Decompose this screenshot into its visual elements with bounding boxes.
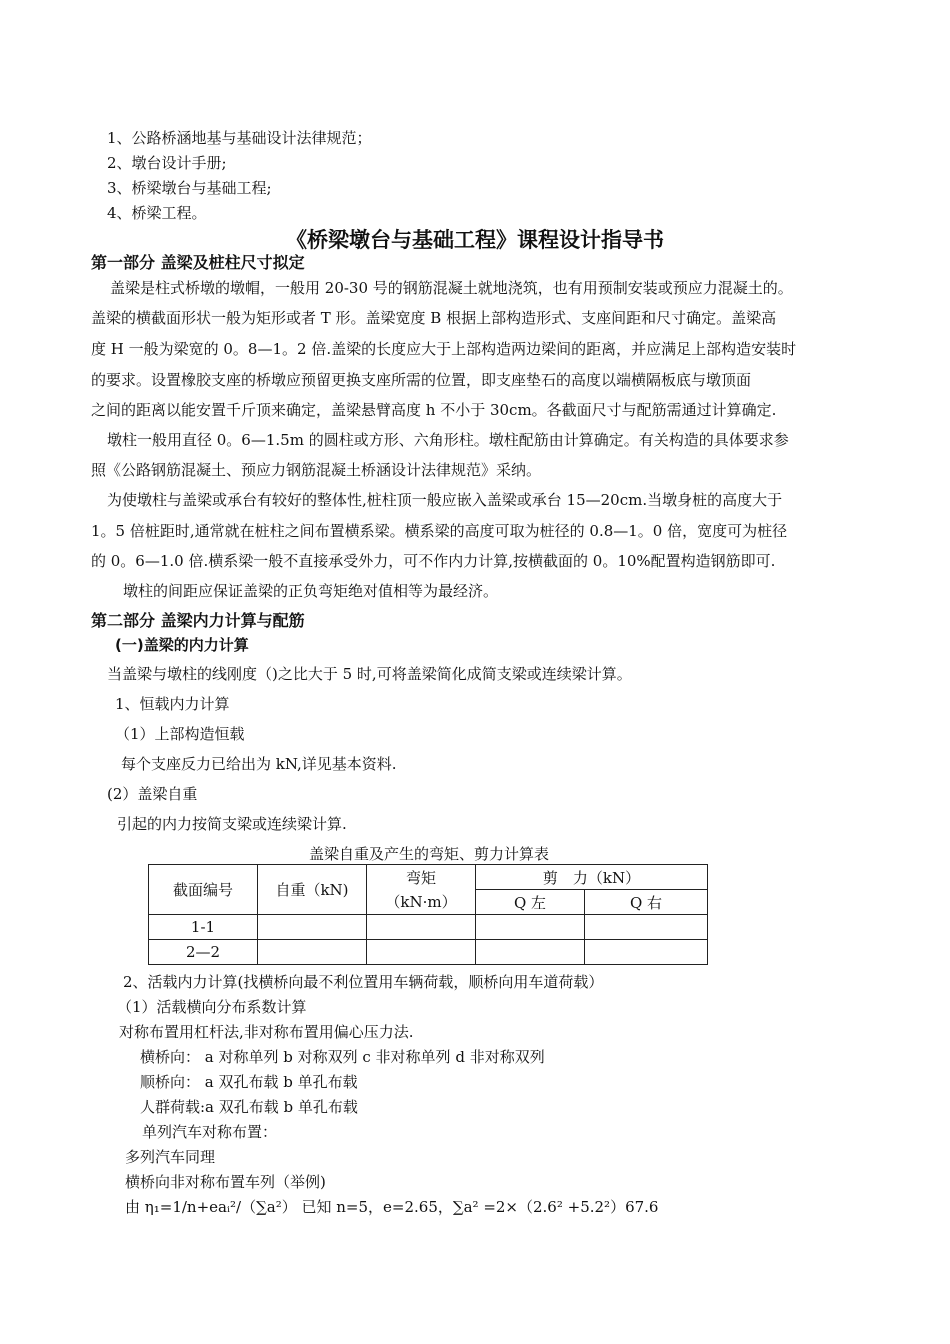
reference-item-3: 3、桥梁墩台与基础工程; [107, 179, 272, 197]
row-section-label: 2—2 [149, 940, 258, 965]
table-row [149, 915, 708, 940]
part2-line-1: 当盖梁与墩柱的线刚度（)之比大于 5 时,可将盖梁简化成简支梁或连续梁计算。 [107, 665, 632, 683]
part2-line-9: 对称布置用杠杆法,非对称布置用偏心压力法. [119, 1023, 414, 1041]
part2-line-14: 多列汽车同理 [125, 1148, 216, 1166]
reference-item-4: 4、桥梁工程。 [107, 204, 207, 222]
table-cell [476, 940, 585, 965]
table-cell [367, 940, 476, 965]
table-cell [476, 915, 585, 940]
table-cell [258, 940, 367, 965]
header-moment: 弯矩 [367, 865, 476, 890]
part2-line-3: （1）上部构造恒载 [115, 725, 245, 743]
part1-line-5: 之间的距离以能安置千斤顶来确定，盖梁悬臂高度 h 不小于 30cm。各截面尺寸与配筋需通过计算确定. [91, 401, 777, 419]
part2-line-13: 单列汽车对称布置： [142, 1123, 278, 1141]
calc-table [148, 864, 708, 965]
part1-line-2: 盖梁的横截面形状一般为矩形或者 T 形。盖梁宽度 B 根据上部构造形式、支座间距和尺寸确定。盖梁高 [91, 309, 777, 327]
part1-line-3: 度 H 一般为梁宽的 0。8—1。2 倍.盖梁的长度应大于上部构造两边梁间的距离，并应满足上部构造安装时 [91, 340, 797, 358]
part2-line-10: 横桥向： a 对称单列 b 对称双列 c 非对称单列 d 非对称双列 [140, 1048, 545, 1066]
part2-line-2: 1、恒载内力计算 [115, 695, 230, 713]
part1-line-7: 照《公路钢筋混凝土、预应力钢筋混凝土桥涵设计法律规范》采纳。 [91, 461, 542, 479]
part2-line-7: 2、活载内力计算(找横桥向最不利位置用车辆荷载，顺桥向用车道荷载） [123, 973, 604, 991]
table-caption: 盖梁自重及产生的弯矩、剪力计算表 [308, 845, 549, 863]
document-title: 《桥梁墩台与基础工程》课程设计指导书 [286, 228, 664, 252]
header-shear: 剪 力（kN） [476, 865, 708, 890]
part1-line-11: 墩柱的间距应保证盖梁的正负弯矩绝对值相等为最经济。 [123, 582, 499, 600]
reference-item-2: 2、墩台设计手册; [107, 154, 227, 172]
part2-line-12: 人群荷载:a 双孔布载 b 单孔布载 [140, 1098, 358, 1116]
header-q-right: Q 右 [585, 890, 708, 915]
table-cell [258, 915, 367, 940]
row-section-label: 1-1 [149, 915, 258, 940]
header-section: 截面编号 [149, 865, 258, 915]
part2-line-11: 顺桥向： a 双孔布载 b 单孔布载 [140, 1073, 358, 1091]
part1-line-1: 盖梁是柱式桥墩的墩帽，一般用 20-30 号的钢筋混凝土就地浇筑，也有用预制安装或预应力混凝土的。 [110, 279, 793, 297]
part1-line-10: 的 0。6—1.0 倍.横系梁一般不直接承受外力，可不作内力计算,按横截面的 0。10%配置构造钢筋即可. [91, 552, 776, 570]
table-cell [585, 940, 708, 965]
part2-line-15: 横桥向非对称布置车列（举例) [125, 1173, 326, 1191]
header-q-left: Q 左 [476, 890, 585, 915]
part1-line-8: 为使墩柱与盖梁或承台有较好的整体性,桩柱顶一般应嵌入盖梁或承台 15—20cm.当墩身桩的高度大于 [107, 491, 783, 509]
part2-line-16: 由 η₁=1/n+eaᵢ²/（∑a²） 已知 n=5，e=2.65，∑a² =2×（2.6² +5.2²）67.6 [125, 1198, 659, 1216]
part2-heading: 第二部分 盖梁内力计算与配筋 [91, 611, 305, 630]
header-moment-unit: （kN·m） [367, 890, 476, 915]
part1-line-6: 墩柱一般用直径 0。6—1.5m 的圆柱或方形、六角形柱。墩柱配筋由计算确定。有关构造的具体要求参 [107, 431, 789, 449]
table-cell [367, 915, 476, 940]
table-row [149, 940, 708, 965]
part2-line-5: (2）盖梁自重 [107, 785, 198, 803]
part1-line-4: 的要求。设置橡胶支座的桥墩应预留更换支座所需的位置，即支座垫石的高度以端横隔板底与墩顶面 [91, 371, 752, 389]
part2-subheading: (一)盖梁的内力计算 [115, 636, 249, 654]
header-weight: 自重（kN) [258, 865, 367, 915]
table-cell [585, 915, 708, 940]
part2-line-4: 每个支座反力已给出为 kN,详见基本资料. [121, 755, 397, 773]
part1-line-9: 1。5 倍桩距时,通常就在桩柱之间布置横系梁。横系梁的高度可取为桩径的 0.8—1。0 倍，宽度可为桩径 [91, 522, 788, 540]
part2-line-8: （1）活载横向分布系数计算 [117, 998, 307, 1016]
part2-line-6: 引起的内力按简支梁或连续梁计算. [117, 815, 347, 833]
part1-heading: 第一部分 盖梁及桩柱尺寸拟定 [91, 253, 305, 272]
reference-item-1: 1、公路桥涵地基与基础设计法律规范； [107, 129, 372, 147]
